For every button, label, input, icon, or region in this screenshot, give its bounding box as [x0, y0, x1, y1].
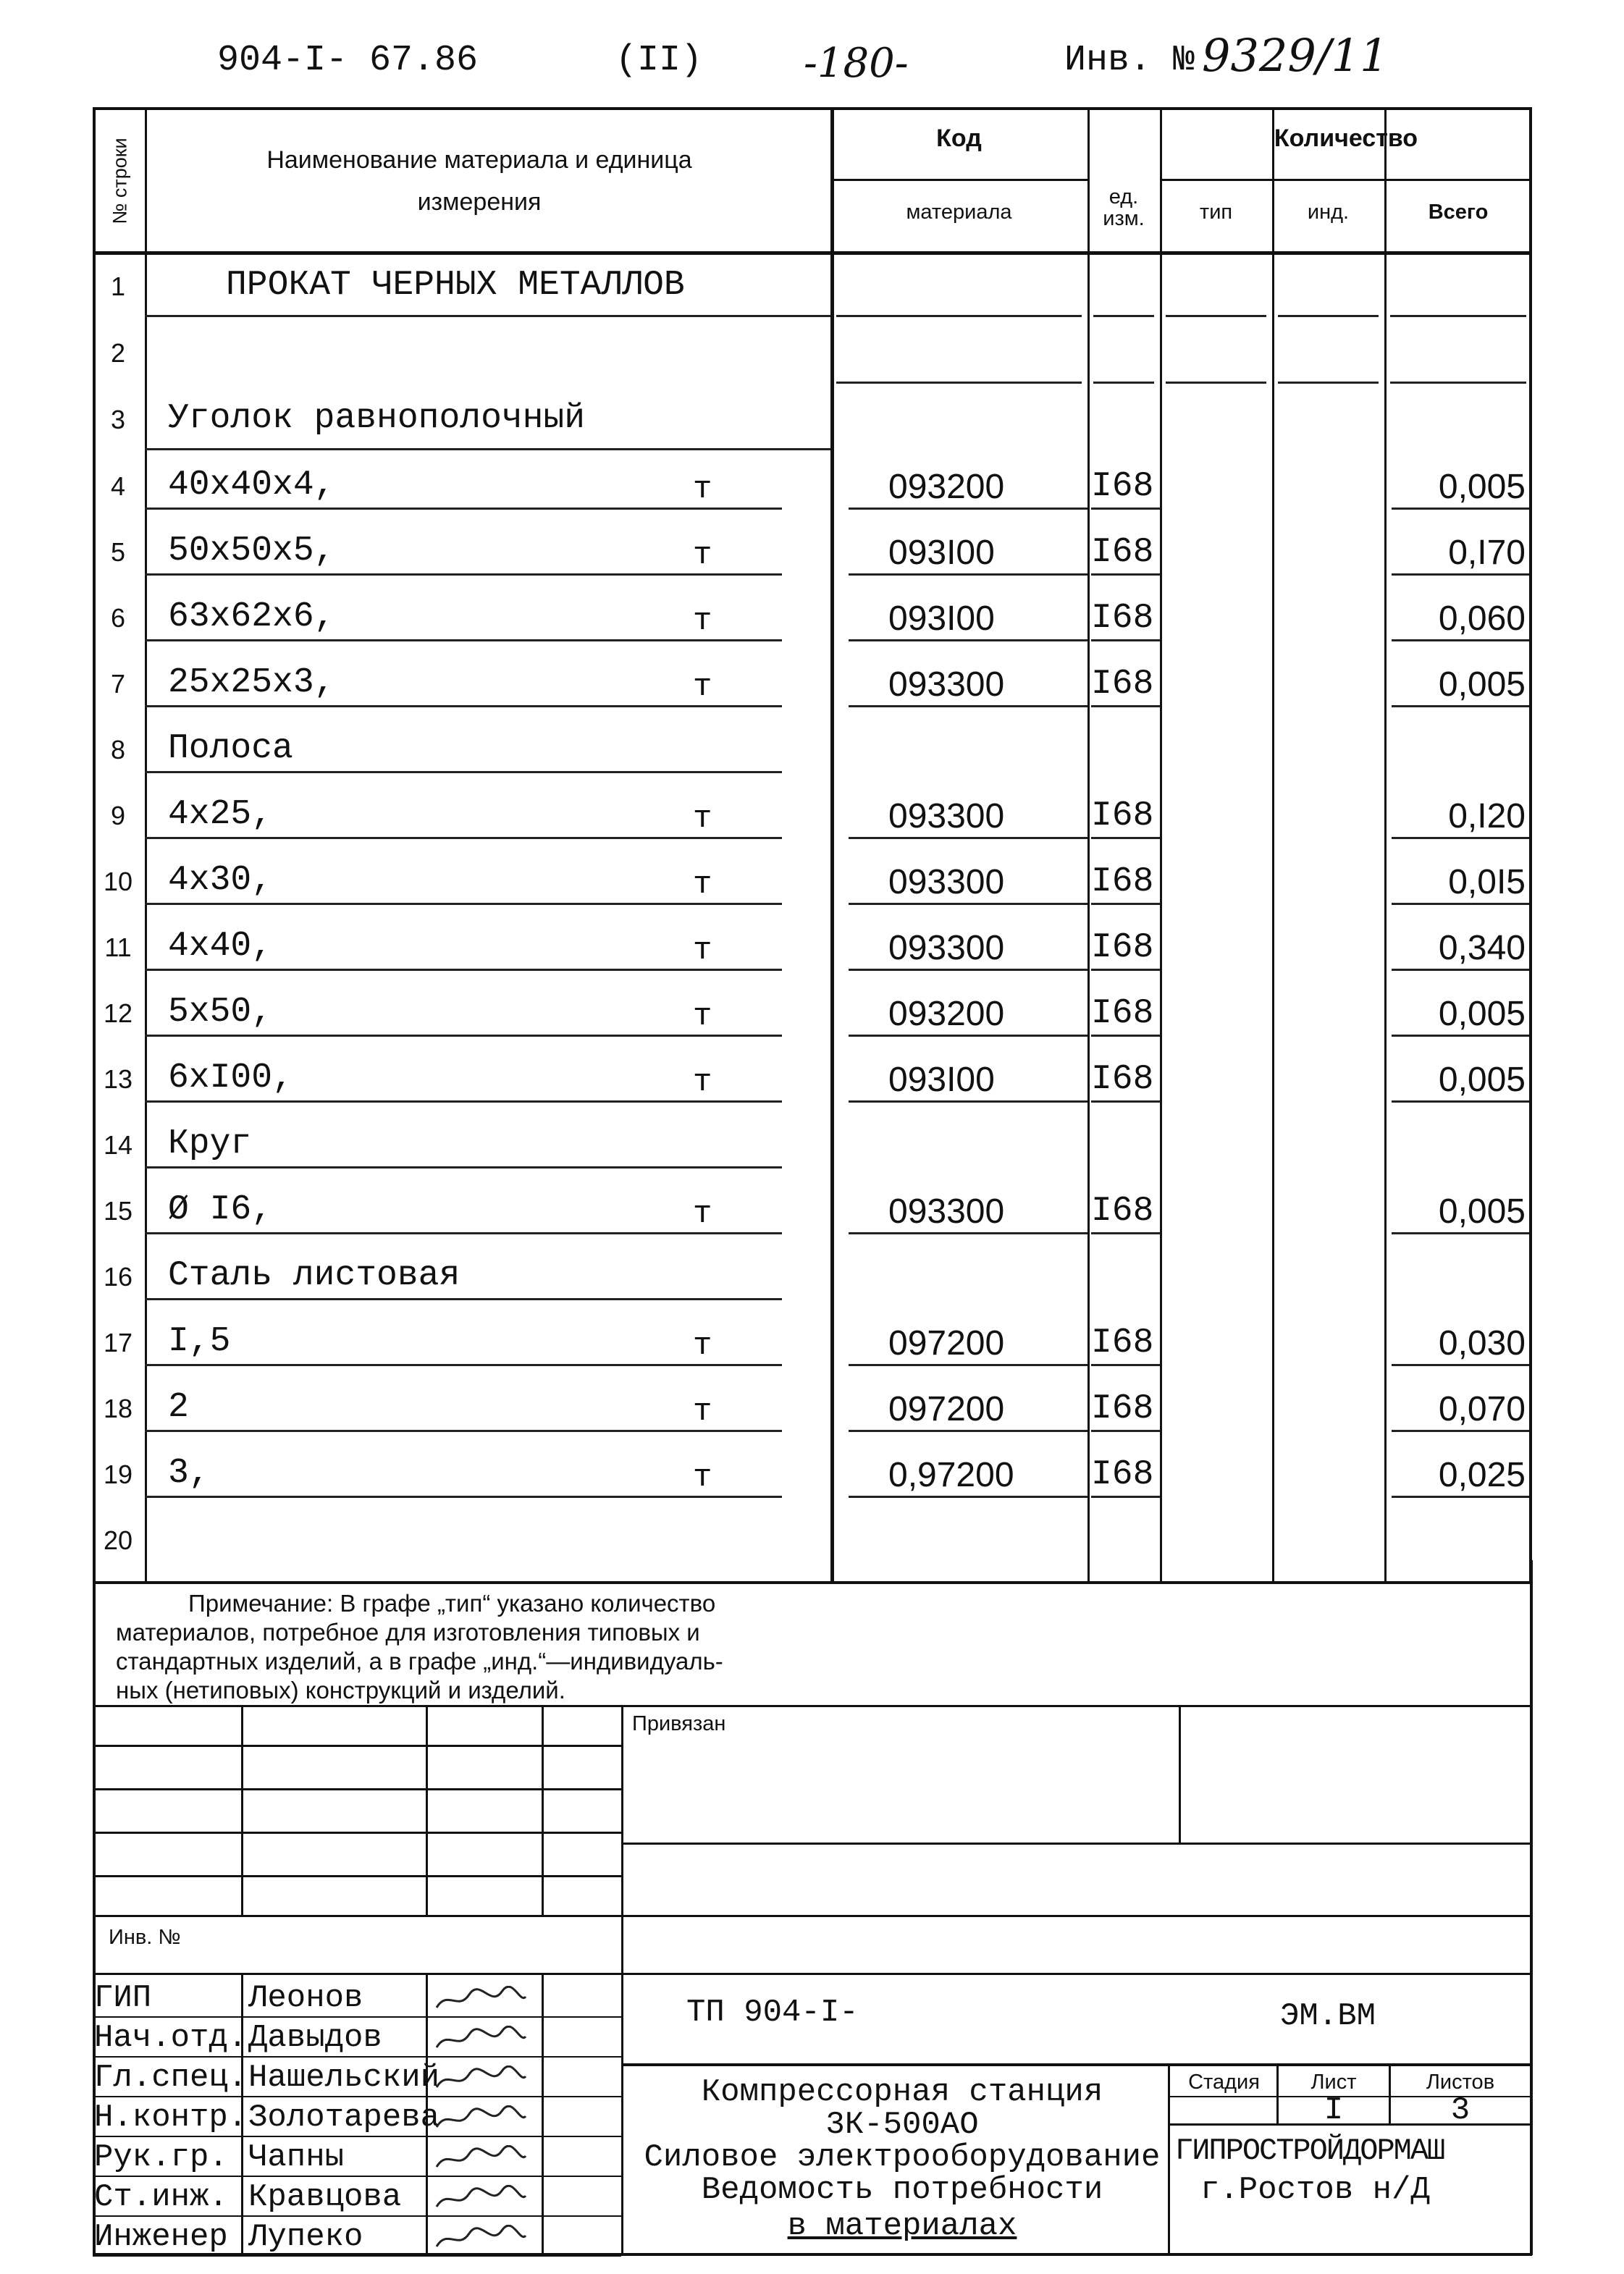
signatory-role: Гл.спец.	[94, 2060, 248, 2096]
signature	[433, 2185, 527, 2212]
table-row	[96, 1439, 1529, 1506]
unit-code: I68	[1091, 994, 1154, 1033]
table-row	[96, 1242, 1529, 1308]
unit: т	[693, 998, 712, 1035]
inventory-no-label: Инв. №	[109, 1926, 181, 1949]
quantity-total: 0,060	[1438, 599, 1526, 638]
row-number: 1	[110, 271, 126, 301]
quantity-ind-header: инд.	[1307, 201, 1350, 224]
material-code: 0,97200	[888, 1456, 1014, 1494]
signature	[433, 2065, 527, 2093]
quantity-total: 0,0I5	[1448, 863, 1526, 901]
unit: т	[693, 1328, 712, 1364]
signatory-role: Нач.отд.	[94, 2020, 248, 2056]
row-number: 9	[110, 801, 126, 830]
material-name: 50х50х5,	[168, 531, 335, 570]
quantity-total: 0,I70	[1448, 534, 1526, 572]
quantity-total: 0,I20	[1448, 797, 1526, 835]
unit: т	[693, 932, 712, 969]
material-name: 25х25х3,	[168, 663, 335, 702]
row-number: 2	[110, 338, 126, 368]
row-number: 8	[110, 735, 126, 765]
unit-code: I68	[1091, 928, 1154, 967]
table-row	[96, 1307, 1529, 1374]
inventory-number: 9329/11	[1202, 29, 1389, 82]
unit: т	[693, 1394, 712, 1430]
unit-code: I68	[1091, 796, 1154, 835]
sheets-value: 3	[1450, 2092, 1471, 2128]
table-row	[96, 1110, 1529, 1176]
quantity-total: 0,025	[1438, 1456, 1526, 1494]
unit: т	[693, 603, 712, 639]
material-name: 5х50,	[168, 993, 273, 1032]
row-number: 4	[110, 471, 126, 501]
quantity-total: 0,005	[1438, 665, 1526, 704]
material-name: Сталь листовая	[168, 1256, 460, 1295]
signatory-role: Н.контр.	[94, 2100, 248, 2136]
row-number: 13	[103, 1064, 133, 1094]
quantity-total: 0,070	[1438, 1390, 1526, 1428]
document-code: ТП 904-I-	[686, 1995, 859, 2031]
signature	[433, 2225, 527, 2252]
table-row	[96, 251, 1529, 318]
name-header: Наименование материала и единица измерения	[266, 146, 692, 216]
material-code: 093I00	[888, 534, 995, 572]
signatory-name: Золотарева	[248, 2100, 440, 2136]
table-row	[96, 451, 1529, 518]
quantity-total: 0,005	[1438, 995, 1526, 1033]
material-name: 3,	[168, 1454, 210, 1493]
table-row	[96, 912, 1529, 979]
organization: ГИПРОСТРОЙДОРМАШ	[1175, 2134, 1444, 2168]
unit: т	[693, 669, 712, 705]
privyazan-label: Привязан	[632, 1712, 726, 1735]
quantity-total-header: Всего	[1428, 201, 1489, 224]
table-row	[96, 1044, 1529, 1111]
title-line-1: Компрессорная станция	[701, 2074, 1103, 2110]
material-name: Полоса	[168, 729, 293, 768]
row-number: 11	[104, 932, 132, 962]
code-unit-header: ед. изм.	[1103, 185, 1145, 230]
unit-code: I68	[1091, 1389, 1154, 1428]
signatory-name: Давыдов	[248, 2020, 382, 2056]
material-name: 40х40х4,	[168, 466, 335, 505]
unit: т	[693, 471, 712, 508]
quantity-total: 0,005	[1438, 468, 1526, 506]
materials-table	[93, 107, 1532, 1584]
unit-code: I68	[1091, 1192, 1154, 1231]
sheet-label: Лист	[1310, 2071, 1357, 2094]
unit: т	[693, 801, 712, 837]
title-line-5: в материалах	[787, 2208, 1017, 2244]
signatory-role: ГИП	[94, 1980, 152, 2016]
row-number: 12	[103, 998, 133, 1028]
material-name: I,5	[168, 1322, 231, 1361]
signature	[433, 2026, 527, 2053]
unit-code: I68	[1091, 467, 1154, 506]
table-row	[96, 715, 1529, 781]
unit: т	[693, 1196, 712, 1232]
signature	[433, 2105, 527, 2133]
table-row	[96, 583, 1529, 649]
material-name: 2	[168, 1388, 189, 1427]
quantity-header: Количество	[1274, 125, 1418, 152]
material-code: 093200	[888, 995, 1005, 1033]
material-code: 093300	[888, 863, 1005, 901]
row-number: 5	[110, 537, 126, 567]
signatory-name: Лупеко	[248, 2219, 363, 2255]
quantity-total: 0,030	[1438, 1324, 1526, 1363]
code-header: Код	[936, 125, 982, 152]
row-number: 15	[103, 1196, 133, 1226]
signatory-name: Леонов	[248, 1980, 363, 2016]
signature	[433, 2145, 527, 2173]
footnote	[116, 1589, 999, 1705]
signatory-role: Инженер	[94, 2219, 228, 2255]
table-row	[96, 1373, 1529, 1440]
unit-code: I68	[1091, 1060, 1154, 1099]
code-material-header: материала	[906, 201, 1012, 224]
table-row	[96, 978, 1529, 1045]
unit: т	[693, 1064, 712, 1100]
city: г.Ростов н/Д	[1200, 2172, 1430, 2208]
material-code: 093300	[888, 797, 1005, 835]
table-row	[96, 1505, 1529, 1572]
unit: т	[693, 867, 712, 903]
unit-code: I68	[1091, 1323, 1154, 1363]
row-number: 14	[103, 1130, 133, 1160]
table-row	[96, 318, 1529, 384]
inventory-label: Инв. №	[1064, 40, 1195, 81]
unit-code: I68	[1091, 862, 1154, 901]
material-code: 097200	[888, 1390, 1005, 1428]
note-line: стандартных изделий, а в графе „инд.“—индивидуаль-	[116, 1648, 723, 1675]
material-code: 093I00	[888, 599, 995, 638]
material-name: Уголок равнополочный	[168, 399, 586, 438]
unit-code: I68	[1091, 665, 1154, 704]
material-code: 093300	[888, 929, 1005, 967]
stage-label: Стадия	[1188, 2071, 1260, 2094]
row-number: 17	[103, 1328, 133, 1357]
material-code: 093200	[888, 468, 1005, 506]
signatory-name: Нашельский	[248, 2060, 440, 2096]
unit: т	[693, 1460, 712, 1496]
material-code: 093I00	[888, 1061, 995, 1099]
signature	[433, 1986, 527, 2013]
material-name: 6хI00,	[168, 1058, 293, 1098]
unit-code: I68	[1091, 599, 1154, 638]
document-suffix: ЭМ.ВМ	[1280, 1998, 1376, 2034]
material-code: 097200	[888, 1324, 1005, 1363]
signatory-name: Кравцова	[248, 2179, 402, 2215]
sheets-label: Листов	[1426, 2071, 1495, 2094]
row-number: 10	[103, 867, 133, 896]
album-number: (II)	[615, 40, 703, 81]
row-number-header: № строки	[109, 137, 131, 224]
title-line-2: 3К-500АО	[825, 2107, 979, 2143]
title-line-4: Ведомость потребности	[701, 2172, 1103, 2208]
unit-code: I68	[1091, 1455, 1154, 1494]
material-name: 4х30,	[168, 861, 273, 900]
unit-code: I68	[1091, 533, 1154, 572]
sheet-value: I	[1324, 2092, 1344, 2128]
material-code: 093300	[888, 1192, 1005, 1231]
quantity-total: 0,005	[1438, 1061, 1526, 1099]
note-line: ных (нетиповых) конструкций и изделий.	[116, 1677, 565, 1704]
quantity-type-header: тип	[1199, 201, 1233, 224]
material-name: 4х25,	[168, 795, 273, 834]
row-number: 16	[103, 1262, 133, 1292]
signatory-role: Рук.гр.	[94, 2139, 228, 2176]
table-row	[96, 780, 1529, 847]
table-row	[96, 1176, 1529, 1242]
note-line: Примечание: В графе „тип“ указано количество	[188, 1590, 716, 1617]
material-name: Круг	[168, 1124, 252, 1163]
row-number: 6	[110, 603, 126, 633]
material-name: ПРОКАТ ЧЕРНЫХ МЕТАЛЛОВ	[226, 266, 685, 305]
row-number: 3	[110, 405, 126, 434]
table-row	[96, 384, 1529, 451]
material-name: 4х40,	[168, 927, 273, 966]
material-name: 63х62х6,	[168, 597, 335, 636]
quantity-total: 0,005	[1438, 1192, 1526, 1231]
doc-number: 904-I- 67.86	[217, 40, 479, 81]
material-code: 093300	[888, 665, 1005, 704]
table-row	[96, 649, 1529, 715]
table-row	[96, 846, 1529, 913]
title-line-3: Силовое электрооборудование	[644, 2139, 1161, 2176]
quantity-total: 0,340	[1438, 929, 1526, 967]
note-line: материалов, потребное для изготовления типовых и	[116, 1619, 700, 1646]
row-number: 18	[103, 1394, 133, 1423]
row-number: 7	[110, 669, 126, 699]
row-number: 19	[103, 1460, 133, 1489]
unit: т	[693, 537, 712, 573]
row-number: 20	[103, 1525, 133, 1555]
material-name: Ø I6,	[168, 1190, 273, 1229]
signatory-role: Ст.инж.	[94, 2179, 228, 2215]
table-row	[96, 517, 1529, 584]
page-number: -180-	[804, 40, 909, 87]
title-block	[93, 1705, 1532, 2255]
signatory-name: Чапны	[248, 2139, 345, 2176]
